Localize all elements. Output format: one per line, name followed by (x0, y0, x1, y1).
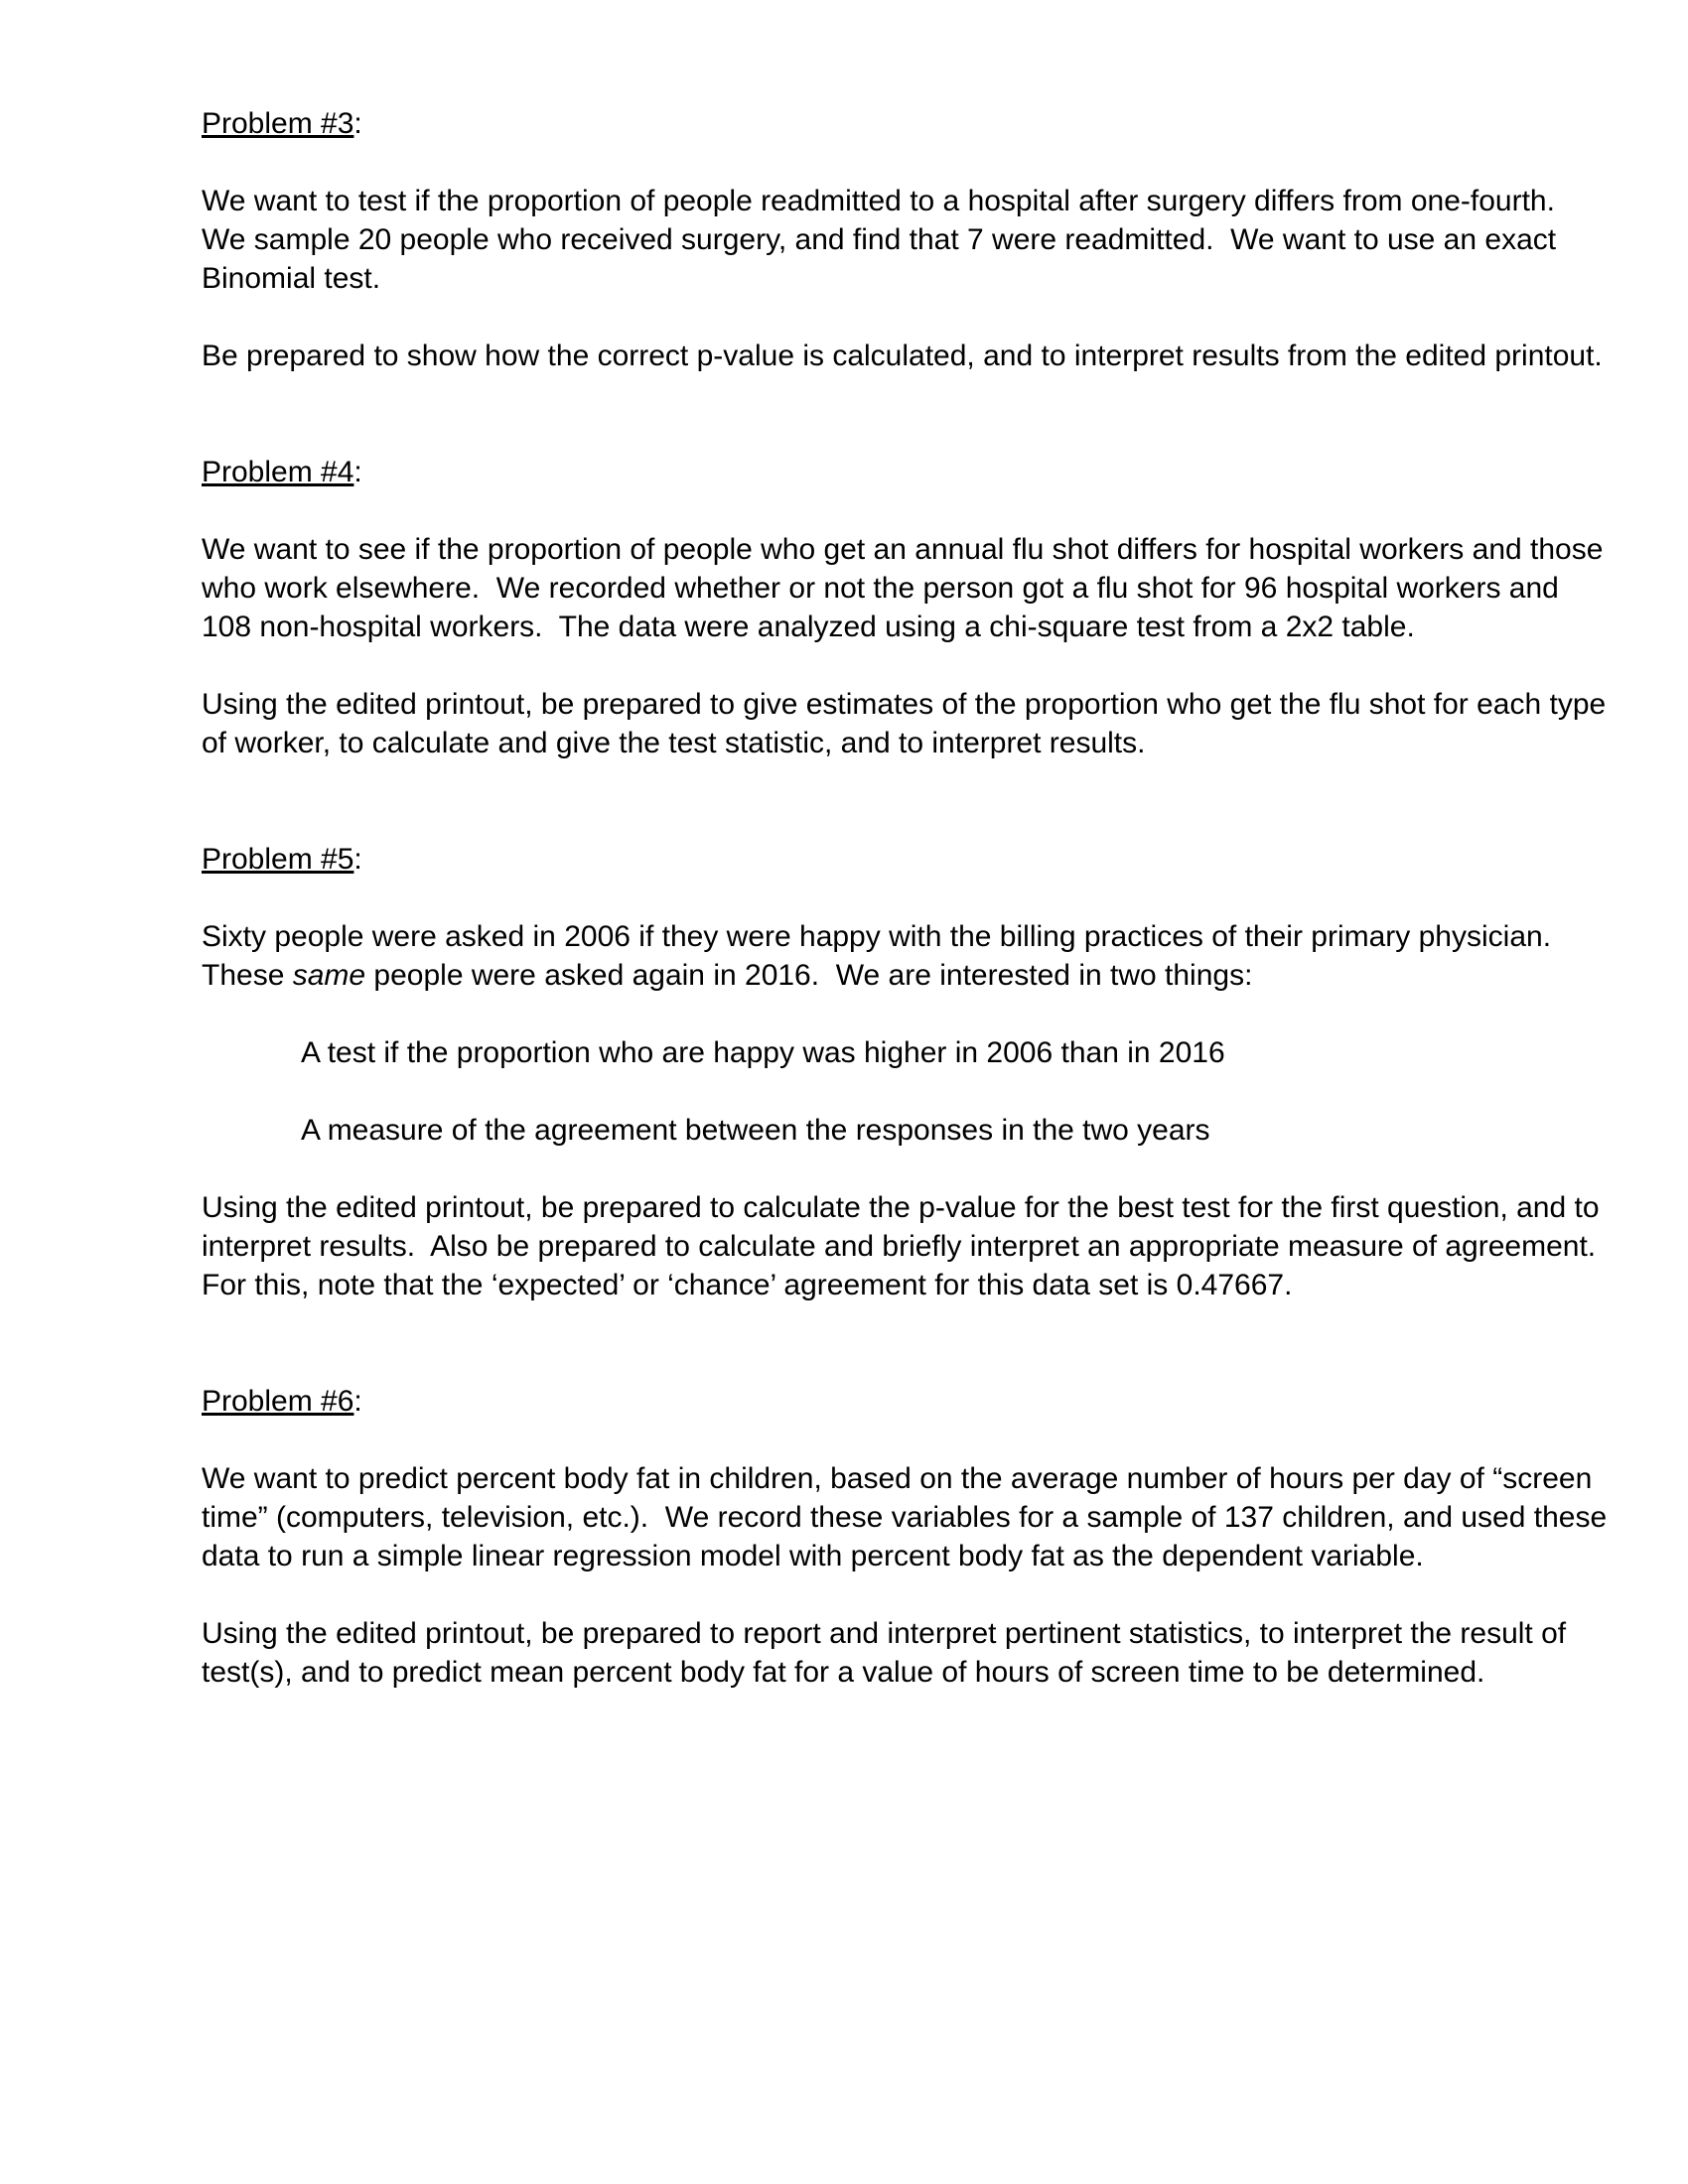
problem-4-paragraph-2: Using the edited printout, be prepared to give estimates of the proportion who get the flu shot for each type of worker, to calculate and give the test statistic, and to interpret results. (202, 688, 1615, 759)
problem-6-paragraph-2: Using the edited printout, be prepared to report and interpret pertinent statistics, to interpret the result of test(s), and to predict mean percent body fat for a value of hours of screen time to be determined. (202, 1617, 1575, 1689)
section-problem-5 (202, 840, 1612, 1304)
problem-5-closing-paragraph: Using the edited printout, be prepared to calculate the p-value for the best test for the first question, and to interpret results. Also be prepared to calculate and briefly interpret an appropriate measure of agreement. For this, note that the ‘expected’ or ‘chance’ agreement for this data set is 0.47667. (202, 1191, 1613, 1301)
problem-5-intro-italic-word: same (292, 959, 366, 992)
problem-4-heading (202, 453, 1612, 491)
problem-4-heading-label: Problem #4 (202, 456, 354, 488)
problem-6-heading-label: Problem #6 (202, 1385, 354, 1418)
section-problem-4 (202, 453, 1615, 762)
problem-3-heading-label: Problem #3 (202, 107, 354, 140)
problem-5-intro-paragraph (202, 917, 1612, 995)
problem-3-paragraph-2: Be prepared to show how the correct p-value is calculated, and to interpret results from the edited printout. (202, 340, 1603, 372)
problem-3-heading (202, 104, 1612, 143)
problem-6-paragraph-1: We want to predict percent body fat in children, based on the average number of hours per day of “screen time” (computers, television, etc.). We record these variables for a sample of 137 children, and used these data to run a simple linear regression model with percent body fat as the dependent variable. (202, 1462, 1616, 1572)
problem-3-paragraph-1: We want to test if the proportion of people readmitted to a hospital after surgery differs from one-fourth. We sample 20 people who received surgery, and find that 7 were readmitted. We want to use an exact Binomial test. (202, 185, 1572, 295)
problem-4-paragraph-1: We want to see if the proportion of people who get an annual flu shot differs for hospital workers and those who work elsewhere. We recorded whether or not the person got a flu shot for 96 hospital workers and 108 non-hospital workers. The data were analyzed using a chi-square test from a 2x2 table. (202, 533, 1612, 643)
problem-5-intro-post: people were asked again in 2016. We are interested in two things: (365, 959, 1253, 992)
problem-3-heading-colon: : (353, 107, 362, 140)
problem-4-heading-colon: : (353, 456, 362, 488)
problem-6-heading (202, 1382, 1612, 1421)
problem-5-heading (202, 840, 1612, 879)
section-problem-3 (202, 104, 1612, 375)
document-content (202, 104, 1616, 1692)
problem-5-indented-line-1: A test if the proportion who are happy was higher in 2006 than in 2016 (301, 1036, 1225, 1069)
problem-5-heading-label: Problem #5 (202, 843, 354, 876)
problem-6-heading-colon: : (353, 1385, 362, 1418)
section-problem-6 (202, 1382, 1616, 1692)
problem-5-heading-colon: : (353, 843, 362, 876)
problem-5-indented-line-2: A measure of the agreement between the responses in the two years (301, 1114, 1210, 1147)
problem-5-intro-pre: Sixty people were asked in 2006 if they were happy with the billing practices of their primary physician. These (202, 920, 1568, 992)
